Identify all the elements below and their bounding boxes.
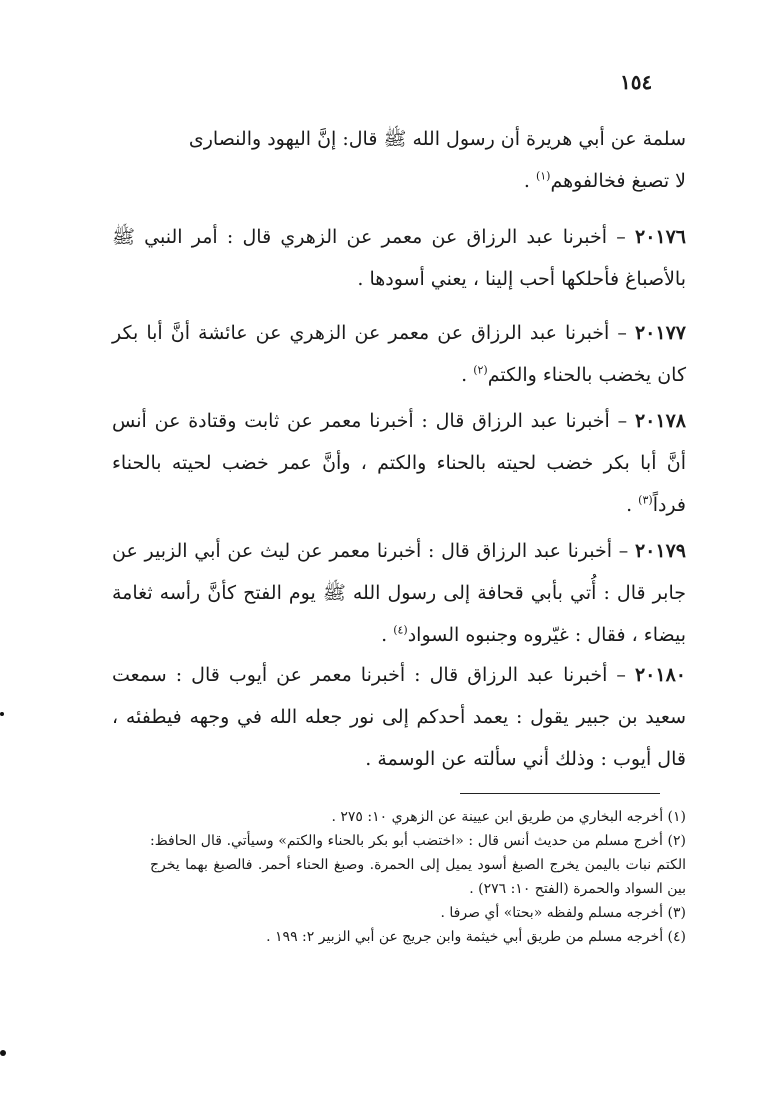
footnote-ref: (١)	[535, 169, 551, 183]
footnote-divider	[460, 793, 660, 794]
hadith-paragraph	[112, 400, 686, 526]
continuation-paragraph	[112, 118, 686, 202]
footnote-1: (١) أخرجه البخاري من طريق ابن عيينة عن الزهري ١٠: ٢٧٥ .	[331, 809, 686, 825]
hadith-paragraph	[112, 654, 686, 780]
hadith-20176	[112, 216, 686, 300]
hadith-20178	[112, 400, 686, 526]
scan-mark	[0, 1050, 6, 1056]
hadith-tail: .	[461, 364, 474, 386]
hadith-tail: .	[381, 624, 394, 646]
hadith-paragraph	[112, 312, 686, 396]
scan-mark	[0, 712, 4, 716]
hadith-paragraph	[112, 216, 686, 300]
footnotes	[150, 805, 686, 949]
footnote-2: (٢) أخرج مسلم من حديث أنس قال : «اختضب أبو بكر بالحناء والكتم» وسيأتي. قال الحافظ: الكتم نبات باليمن يخرج الصبغ أسود يميل إلى الحمرة. وصبغ الحناء أحمر. فالصبغ بهما يخرج بين السواد والحمرة (الفتح ١٠: ٢٧٦) .	[150, 833, 686, 897]
hadith-number: ٢٠١٧٩	[634, 540, 686, 562]
hadith-number: ٢٠١٧٧	[634, 322, 686, 344]
paragraph-text: لا تصبغ فخالفوهم	[550, 170, 686, 192]
hadith-paragraph	[112, 530, 686, 656]
hadith-text: – أخبرنا عبد الرزاق قال : أخبرنا معمر عن ثابت وقتادة عن أنس أنَّ أبا بكر خضب لحيته بالحناء والكتم ، وأنَّ عمر خضب لحيته بالحناء فرداً	[112, 410, 686, 516]
footnote-ref: (٢)	[473, 363, 488, 377]
hadith-text: – أخبرنا عبد الرزاق قال : أخبرنا معمر عن أيوب قال : سمعت سعيد بن جبير يقول : يعمد أحدكم إلى نور جعله الله في وجهه فيطفئه ، قال أيوب : وذلك أني سألته عن الوسمة .	[112, 664, 686, 770]
hadith-text: – أخبرنا عبد الرزاق قال : أخبرنا معمر عن ليث عن أبي الزبير عن جابر قال : أُتي بأبي قحافة إلى رسول الله ﷺ يوم الفتح كأنَّ رأسه ثغامة بيضاء ، فقال : غيّروه وجنبوه السواد	[112, 540, 686, 646]
footnote-3: (٣) أخرجه مسلم ولفظه «بحتا» أي صرفا .	[440, 905, 686, 921]
paragraph-tail: .	[523, 170, 536, 192]
hadith-text: – أخبرنا عبد الرزاق عن معمر عن الزهري عن عائشة أنَّ أبا بكر كان يخضب بالحناء والكتم	[112, 322, 686, 386]
hadith-number: ٢٠١٨٠	[634, 664, 686, 686]
hadith-20180	[112, 654, 686, 780]
hadith-number: ٢٠١٧٨	[634, 410, 686, 432]
page-number: ١٥٤	[620, 70, 653, 94]
hadith-20179	[112, 530, 686, 656]
hadith-20177	[112, 312, 686, 396]
hadith-text: – أخبرنا عبد الرزاق عن معمر عن الزهري قال : أمر النبي ﷺ بالأصباغ فأحلكها أحب إلينا ، يعني أسودها .	[112, 226, 686, 290]
hadith-tail: .	[626, 494, 639, 516]
paragraph-line: سلمة عن أبي هريرة أن رسول الله ﷺ قال: إنَّ اليهود والنصارى	[188, 128, 686, 150]
footnote-4: (٤) أخرجه مسلم من طريق أبي خيثمة وابن جريج عن أبي الزبير ٢: ١٩٩ .	[266, 929, 686, 945]
footnote-ref: (٤)	[393, 623, 408, 637]
paragraph-line-with-note	[112, 160, 686, 202]
footnote-ref: (٣)	[638, 493, 653, 507]
hadith-number: ٢٠١٧٦	[634, 226, 687, 248]
